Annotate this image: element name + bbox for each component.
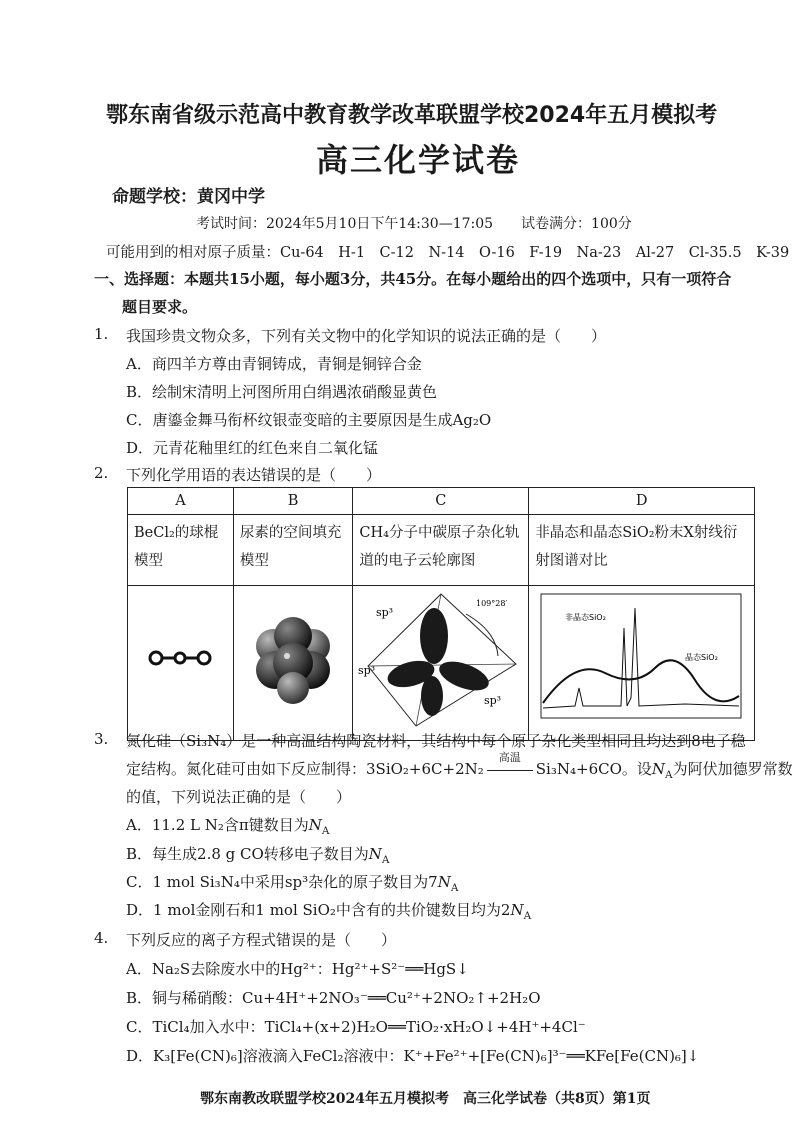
paper-subtitle: 高三化学试卷 [316, 141, 521, 179]
q3-option-a [126, 814, 329, 837]
q3-stem-line1: 氮化硅（Si₃N₄）是一种高温结构陶瓷材料，其结构中每个原子杂化类型相同且均达到8电子稳 [126, 732, 746, 750]
q3-stem-line3: 的值，下列说法正确的是（ ） [126, 788, 352, 806]
q1-option-a: A．商四羊方尊由青铜铸成，青铜是铜锌合金 [126, 355, 422, 373]
q2-image-d [529, 586, 755, 741]
becl2-ball-stick-model [130, 638, 230, 678]
q2-table [127, 487, 755, 741]
xrd-pattern-chart [535, 588, 749, 728]
na-subscript: A [381, 854, 390, 866]
sp3-label-3: sp³ [483, 694, 501, 707]
q2-image-b [233, 586, 353, 741]
na-subscript: A [665, 769, 673, 781]
section-heading-cont: 题目要求。 [122, 298, 198, 316]
na-subscript: A [523, 910, 532, 922]
q3-option-c [126, 871, 458, 894]
na-symbol: N [651, 760, 666, 778]
na-symbol: N [437, 873, 451, 891]
na-symbol: N [308, 816, 322, 834]
q3-option-d-text: D．1 mol金刚石和1 mol SiO₂中含有的共价键数目均为2 [126, 901, 511, 919]
q3-option-b-text: B．每生成2.8 g CO转移电子数目为 [126, 845, 369, 863]
q2-cell-c: CH₄分子中碳原子杂化轨道的电子云轮廓图 [353, 515, 529, 586]
sp3-label-1: sp³ [375, 606, 393, 619]
q1-option-c: C．唐鎏金舞马衔杯纹银壶变暗的主要原因是生成Ag₂O [126, 411, 492, 429]
q3-option-b [126, 843, 390, 866]
reaction-condition: 高温 [498, 751, 521, 764]
crystal-label: 晶态SiO₂ [684, 653, 718, 662]
q2-cell-b: 尿素的空间填充模型 [233, 515, 353, 586]
reaction-arrow [484, 751, 536, 778]
q2-header-a: A [128, 488, 234, 515]
na-symbol: N [510, 901, 524, 919]
q4-option-b: B．铜与稀硝酸：Cu+4H⁺+2NO₃⁻══Cu²⁺+2NO₂↑+2H₂O [126, 989, 541, 1007]
q1-option-b: B．绘制宋清明上河图所用白绢遇浓硝酸显黄色 [126, 383, 438, 401]
sp3-label-2: sp³ [357, 664, 375, 677]
page-footer: 鄂东南教改联盟学校2024年五月模拟考 高三化学试卷（共8页）第1页 [200, 1091, 651, 1107]
q4-option-d: D．K₃[Fe(CN)₆]溶液滴入FeCl₂溶液中：K⁺+Fe²⁺+[Fe(CN)₆]³⁻══KFe[Fe(CN)₆]↓ [126, 1047, 700, 1065]
q1-stem: 我国珍贵文物众多，下列有关文物中的化学知识的说法正确的是（ ） [126, 327, 607, 345]
q2-header-c: C [353, 488, 529, 515]
q1-option-d: D．元青花釉里红的红色来自二氧化锰 [126, 439, 379, 457]
q2-header-b: B [233, 488, 353, 515]
q4-stem: 下列反应的离子方程式错误的是（ ） [126, 931, 397, 949]
q2-header-d: D [529, 488, 755, 515]
setter-school: 命题学校：黄冈中学 [112, 187, 265, 207]
q3-option-c-text: C．1 mol Si₃N₄中采用sp³杂化的原子数目为7 [126, 873, 438, 891]
q1-number: 1. [94, 325, 109, 343]
q3-option-a-text: A．11.2 L N₂含π键数目为 [126, 816, 309, 834]
q2-image-c [353, 586, 529, 741]
na-subscript: A [450, 882, 459, 894]
q2-number: 2. [94, 464, 109, 482]
section-heading: 一、选择题：本题共15小题，每小题3分，共45分。在每小题给出的四个选项中，只有一项符合 [94, 270, 732, 288]
q2-stem: 下列化学用语的表达错误的是（ ） [126, 466, 382, 484]
ch4-sp3-orbital-diagram [356, 586, 526, 730]
q3-stem-part-c: 为阿伏加德罗常数 [672, 760, 793, 778]
q4-number: 4. [94, 929, 109, 947]
q3-stem-line2 [126, 751, 793, 781]
exam-info: 考试时间：2024年5月10日下午14:30—17:05 试卷满分：100分 [196, 216, 632, 232]
na-subscript: A [321, 825, 330, 837]
bond-angle-label: 109°28′ [475, 599, 508, 608]
q3-option-d [126, 899, 531, 922]
amorphous-label: 非晶态SiO₂ [564, 613, 606, 622]
na-symbol: N [368, 845, 382, 863]
q3-stem-part-a: 定结构。氮化硅可由如下反应制得：3SiO₂+6C+2N₂ [126, 760, 484, 778]
q4-option-a: A．Na₂S去除废水中的Hg²⁺：Hg²⁺+S²⁻══HgS↓ [126, 960, 469, 978]
q4-option-c: C．TiCl₄加入水中：TiCl₄+(x+2)H₂O══TiO₂·xH₂O↓+4H⁺+4Cl⁻ [126, 1018, 586, 1036]
atomic-masses: 可能用到的相对原子质量：Cu-64 H-1 C-12 N-14 O-16 F-19 Na-23 Al-27 Cl-35.5 K-39 [106, 245, 790, 261]
q2-image-a [128, 586, 234, 741]
exam-title: 鄂东南省级示范高中教育教学改革联盟学校2024年五月模拟考 [106, 103, 718, 128]
q3-stem-part-b: Si₃N₄+6CO。设 [535, 760, 652, 778]
q3-number: 3. [94, 730, 109, 748]
q2-cell-d: 非晶态和晶态SiO₂粉末X射线衍射图谱对比 [529, 515, 755, 586]
q2-cell-a: BeCl₂的球棍模型 [128, 515, 234, 586]
urea-space-filling-model [243, 608, 343, 708]
